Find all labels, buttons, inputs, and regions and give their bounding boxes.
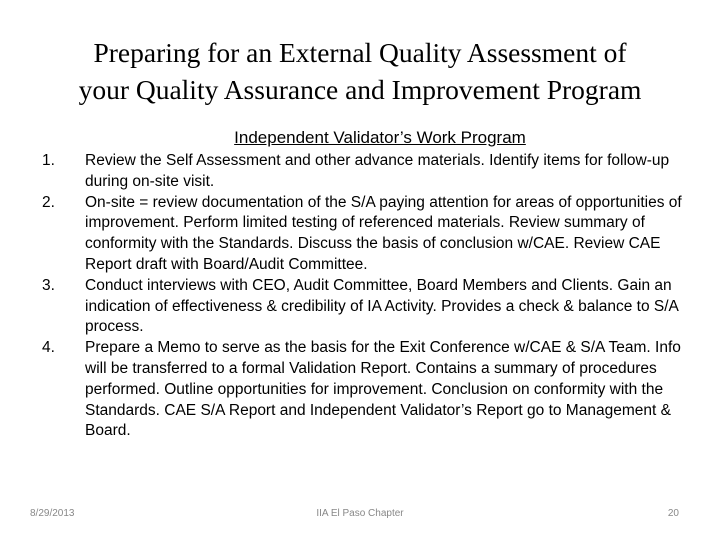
step-item-4 (42, 338, 682, 442)
slide-title-line-2: your Quality Assurance and Improvement Program (78, 74, 642, 105)
step-item-1 (42, 151, 682, 193)
footer-organization: IIA El Paso Chapter (316, 508, 404, 519)
slide-number: 20 (667, 508, 679, 519)
footer-date: 8/29/2013 (30, 508, 75, 519)
step-text: Conduct interviews with CEO, Audit Committee, Board Members and Clients. Gain an indication of effectiveness & credibility of IA Activity. Provides a check & balance to S/A process. (85, 276, 679, 336)
section-subheading: Independent Validator’s Work Program (234, 128, 526, 147)
step-item-2 (42, 193, 682, 276)
slide-title-line-1: Preparing for an External Quality Assessment of (93, 37, 627, 68)
step-item-3 (42, 276, 682, 338)
step-number: 4. (42, 339, 55, 357)
step-text: Prepare a Memo to serve as the basis for the Exit Conference w/CAE & S/A Team. Info will be transferred to a formal Validation Report. Contains a summary of procedures performed. Outline opportunities for improvement. Conclusion on conformity with the Standards. CAE S/A Report and Independent Validator’s Report go to Management & Board. (85, 339, 681, 440)
step-number: 3. (42, 276, 55, 294)
step-number: 1. (42, 152, 55, 169)
step-number: 2. (42, 193, 55, 211)
step-text: Review the Self Assessment and other advance materials. Identify items for follow-up during on-site visit. (85, 152, 670, 190)
slide-title (20, 34, 700, 108)
step-text: On-site = review documentation of the S/A paying attention for areas of opportunities of improvement. Perform limited testing of referenced materials. Review summary of conformity with the Standards. Discuss the basis of conclusion w/CAE. Review CAE Report draft with Board/Audit Committee. (85, 193, 682, 273)
work-program-steps (42, 151, 682, 442)
